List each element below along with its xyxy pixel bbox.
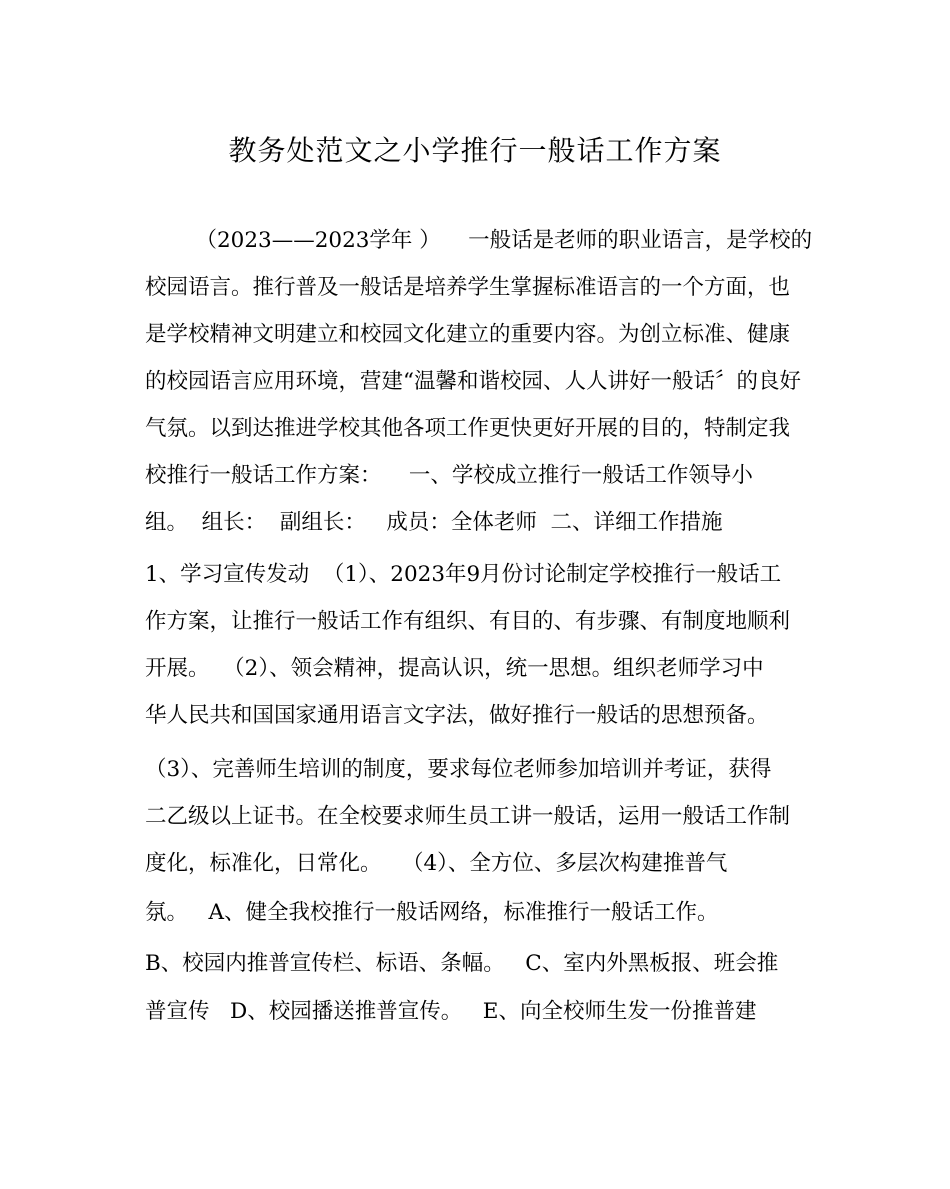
body-line: 二乙级以上证书。在全校要求师生员工讲一般话，运用一般话工作制 [145,804,791,829]
body-line: （3）、完善师生培训的制度，要求每位老师参加培训并考证，获得 [145,757,772,782]
body-line: 校园语言。推行普及一般话是培养学生掌握标准语言的一个方面，也 [145,275,791,300]
body-line: 的校园语言应用环境，营建“温馨和谐校园、人人讲好一般话〞的良好 [145,369,801,394]
body-line: 度化，标准化，日常化。 （4）、全方位、多层次构建推普气 [145,851,728,876]
body-line: 普宣传 D、校园播送推普宣传。 E、向全校师生发一份推普建 [145,999,757,1024]
body-line: 校推行一般话工作方案： 一、学校成立推行一般话工作领导小 [145,463,753,488]
body-line: 气氛。以到达推进学校其他各项工作更快更好开展的目的，特制定我 [145,416,791,441]
document-title: 教务处范文之小学推行一般话工作方案 [228,134,722,167]
body-line: 氛。 A、健全我校推行一般话网络，标准推行一般话工作。 [145,900,719,925]
body-line: 作方案，让推行一般话工作有组织、有目的、有步骤、有制度地顺利 [145,609,791,634]
body-line: B、校园内推普宣传栏、标语、条幅。 C、室内外黑板报、班会推 [145,951,779,976]
body-line: 是学校精神文明建立和校园文化建立的重要内容。为创立标准、健康 [145,322,791,347]
body-line: 开展。 （2）、领会精神，提高认识，统一思想。组织老师学习中 [145,656,764,681]
body-line: 华人民共和国国家通用语言文字法，做好推行一般话的思想预备。 [145,703,769,728]
body-line: 1、学习宣传发动 （1）、2023年9月份讨论制定学校推行一般话工 [145,562,782,587]
body-line: 组。 组长： 副组长： 成员：全体老师 二、详细工作措施 [145,510,723,535]
body-line: （2023——2023学年 ） 一般话是老师的职业语言，是学校的 [175,228,813,253]
